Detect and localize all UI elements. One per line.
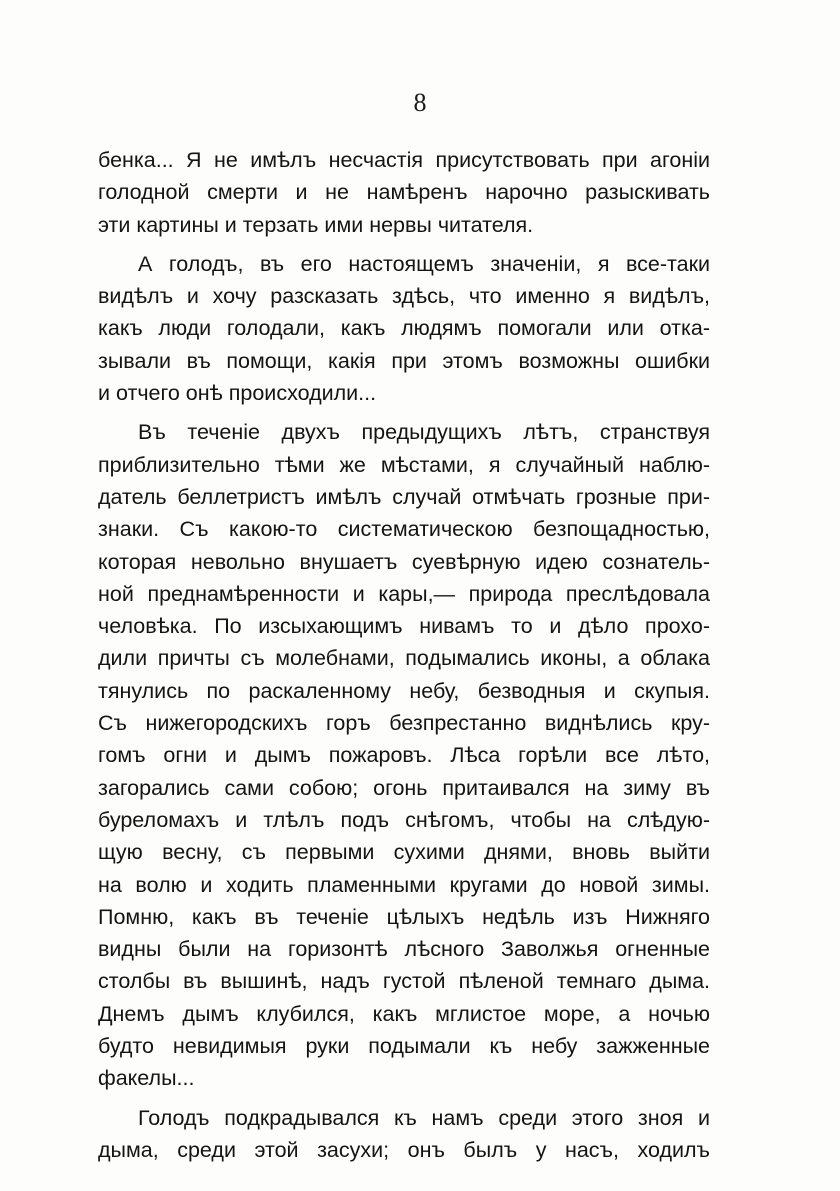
text-line: гомъ огни и дымъ пожаровъ. Лѣса горѣли все лѣто, [98, 743, 710, 768]
text-line: Днемъ дымъ клубился, какъ мглистое море, а ночью [98, 1001, 710, 1026]
text-line: Съ нижегородскихъ горъ безпрестанно виднѣлись кру- [98, 711, 710, 736]
page-number: 8 [413, 88, 427, 117]
text-line: Въ теченіе двухъ предыдущихъ лѣтъ, странствуя [138, 420, 710, 445]
text-line: приблизительно тѣми же мѣстами, я случайный наблю- [98, 452, 710, 477]
text-line: видны были на горизонтѣ лѣсного Заволжья огненные [98, 937, 710, 962]
text-line: датель беллетристъ имѣлъ случай отмѣчать грозные при- [98, 484, 710, 509]
text-line: тянулись по раскаленному небу, безводныя и скупыя. [98, 678, 710, 703]
text-line: загорались сами собою; огонь притаивался на зиму въ [98, 775, 710, 800]
text-line: на волю и ходить пламенными кругами до новой зимы. [98, 872, 710, 897]
text-line: человѣка. По изсыхающимъ нивамъ то и дѣло прохо- [98, 614, 710, 639]
text-line: видѣлъ и хочу разсказать здѣсь, что именно я видѣлъ, [98, 284, 710, 309]
text-line: знаки. Съ какою-то систематическою безпощадностью, [98, 517, 710, 542]
text-line: дили причты съ молебнами, подымались иконы, а облака [98, 646, 710, 671]
text-line: какъ люди голодали, какъ людямъ помогали или отка- [98, 316, 710, 341]
text-line: зывали въ помощи, какія при этомъ возможны ошибки [98, 348, 710, 373]
body-text [98, 144, 710, 1173]
text-line: которая невольно внушаетъ суевѣрную идею сознатель- [98, 549, 710, 574]
text-line: буреломахъ и тлѣлъ подъ снѣгомъ, чтобы на слѣдую- [98, 807, 710, 832]
text-line: бенка... Я не имѣлъ несчастія присутствовать при агоніи [98, 148, 710, 172]
text-line: будто невидимыя руки подымали къ небу зажженные [98, 1034, 710, 1059]
paragraph [98, 248, 710, 409]
paragraph [98, 416, 710, 1094]
text-line: эти картины и терзать ими нервы читателя. [98, 212, 534, 237]
paragraph [98, 1102, 710, 1167]
text-line: Помню, какъ въ теченіе цѣлыхъ недѣль изъ Нижняго [98, 904, 710, 929]
text-line: Голодъ подкрадывался къ намъ среди этого зноя и [138, 1105, 710, 1130]
text-line: ной преднамѣренности и кары,— природа преслѣдовала [98, 581, 710, 606]
text-line: А голодъ, въ его настоящемъ значеніи, я все-таки [138, 251, 710, 276]
text-line: щую весну, съ первыми сухими днями, вновь выйти [98, 840, 710, 865]
text-line: голодной смерти и не намѣренъ нарочно разыскивать [98, 180, 710, 205]
paragraph [98, 144, 710, 241]
text-line: столбы въ вышинѣ, надъ густой пѣленой темнаго дыма. [98, 969, 710, 994]
text-line: факелы... [98, 1066, 195, 1091]
text-line: дыма, среди этой засухи; онъ былъ у насъ, ходилъ [98, 1137, 710, 1162]
text-line: и отчего онѣ происходили... [98, 381, 377, 406]
